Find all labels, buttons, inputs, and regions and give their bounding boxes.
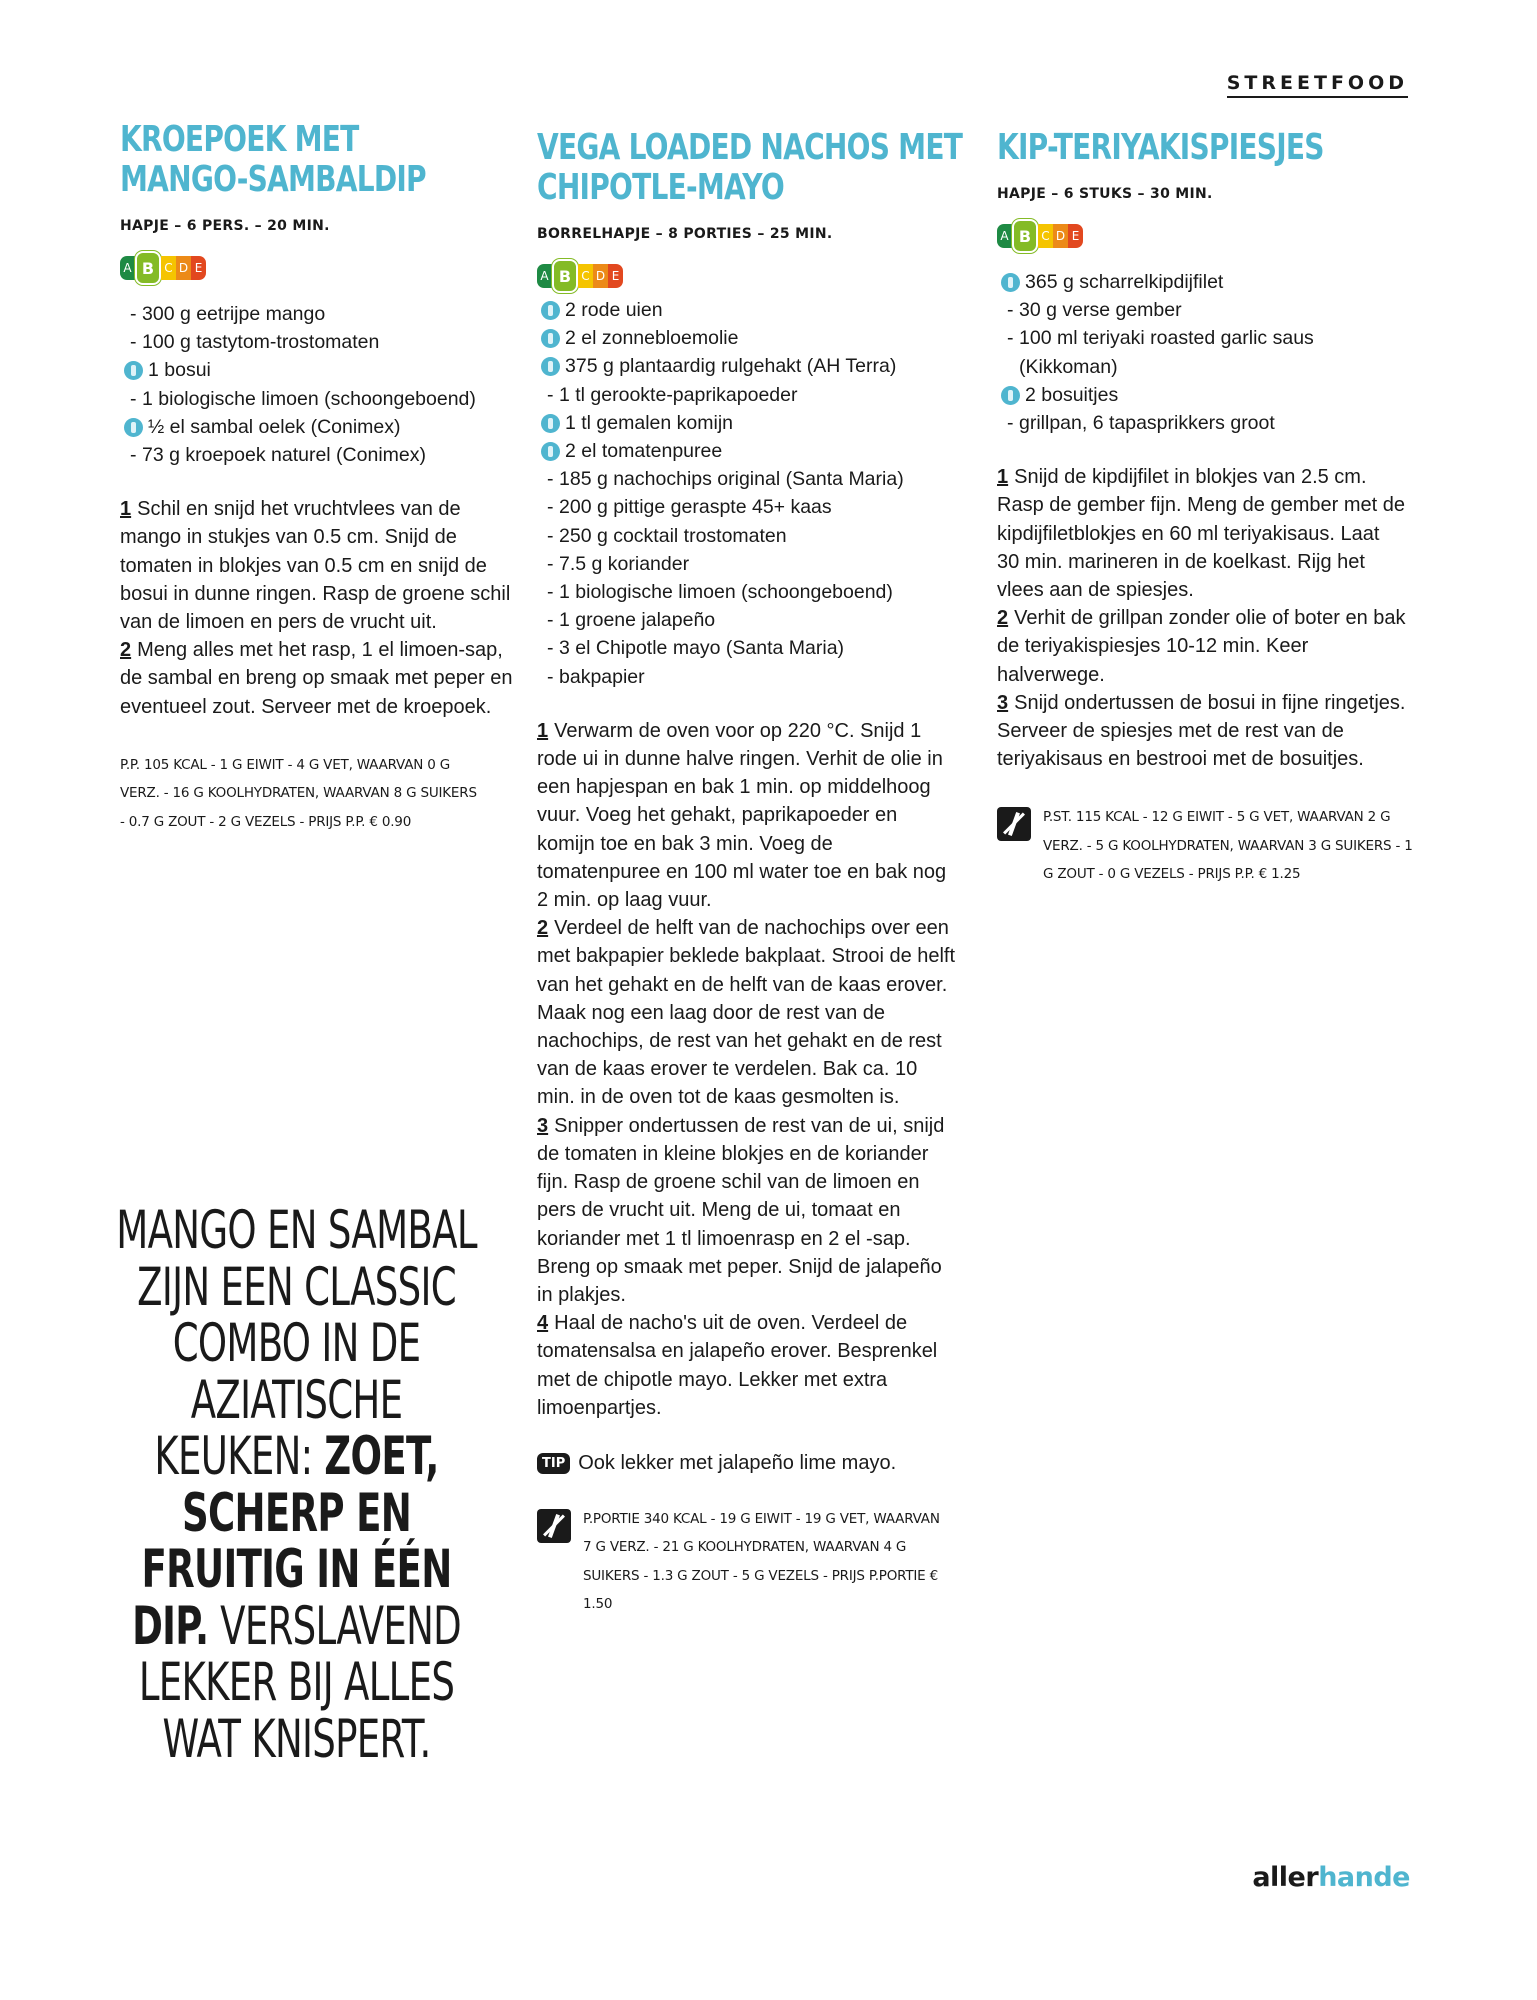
- nutri-a: A: [120, 256, 135, 280]
- ingredient-list: [120, 300, 525, 469]
- nutri-score-badge: [997, 222, 1417, 250]
- nutri-b: B: [552, 259, 578, 293]
- step-text: Schil en snijd het vruchtvlees van de mango in stukjes van 0.5 cm. Snijd de tomaten in blokjes van 0.5 cm en snijd de bosui in dunne ringen. Rasp de groene schil van de limoen en pers de vrucht uit.: [120, 498, 511, 634]
- ingredient-text: 1 tl gemalen komijn: [565, 411, 733, 434]
- ingredient-text: 30 g verse gember: [1019, 299, 1182, 322]
- ah-brand-icon: [541, 442, 560, 461]
- ingredient-text: 2 rode uien: [565, 299, 663, 321]
- recipe-step: [997, 463, 1407, 604]
- nutri-d: D: [593, 264, 608, 288]
- ingredient-text: 200 g pittige geraspte 45+ kaas: [559, 496, 832, 519]
- ingredient-item: [537, 324, 957, 352]
- recipe-step: [120, 636, 525, 721]
- nutri-c: C: [161, 256, 176, 280]
- ingredient-text: 185 g nachochips original (Santa Maria): [559, 468, 904, 491]
- ingredient-item: [537, 550, 957, 578]
- quote-bold: ZOET, SCHERP EN FRUITIG IN ÉÉN DIP.: [132, 1426, 453, 1657]
- quote-light: VERSLAVEND LEKKER BIJ ALLES WAT KNISPERT.: [139, 1595, 462, 1770]
- step-text: Verdeel de helft van de nachochips over een met bakpapier beklede bakplaat. Strooi de helft van het gehakt en de helft van de kaas erover. Maak nog een laag door de rest van de nachochips, de rest van het gehakt en de rest van de kaas erover te verdelen. Bak ca. 10 min. in de oven tot de kaas gesmolten is.: [537, 917, 956, 1109]
- recipe-title: [537, 128, 963, 208]
- ingredient-text: 1 groene jalapeño: [559, 609, 716, 632]
- ingredient-item: [537, 409, 957, 437]
- ingredient-text: 375 g plantaardig rulgehakt (AH Terra): [565, 355, 897, 378]
- brand-part: hande: [1318, 1862, 1410, 1893]
- step-number: 2: [997, 607, 1009, 630]
- step-number: 1: [997, 466, 1009, 489]
- quote-light: MANGO EN SAMBAL ZIJN EEN CLASSIC COMBO IN DE AZIATISCHE KEUKEN:: [116, 1200, 478, 1487]
- ingredient-item: [997, 381, 1377, 409]
- recipe-meta: BORRELHAPJE – 8 PORTIES – 25 MIN.: [537, 226, 833, 242]
- ingredient-text: 100 g tastytom-trostomaten: [142, 331, 380, 354]
- nutri-e: E: [608, 264, 623, 288]
- ingredient-text: 1 biologische limoen (schoongeboend): [559, 581, 893, 604]
- step-number: 3: [997, 691, 1009, 714]
- recipe-meta: HAPJE – 6 PERS. – 20 MIN.: [120, 218, 330, 234]
- ingredient-text: 1 biologische limoen (schoongeboend): [142, 387, 476, 410]
- ingredient-text: 1 tl gerookte-paprikapoeder: [559, 383, 798, 406]
- recipe-steps: [997, 463, 1407, 773]
- nutri-b: B: [1012, 219, 1038, 253]
- ah-brand-icon: [541, 414, 560, 433]
- title-line: MANGO-SAMBALDIP: [120, 159, 426, 200]
- gluten-free-icon: [537, 1509, 571, 1543]
- recipe-step: [997, 689, 1407, 774]
- ingredient-text: grillpan, 6 tapasprikkers groot: [1019, 412, 1275, 435]
- ah-brand-icon: [124, 418, 143, 437]
- step-text: Verwarm de oven voor op 220 °C. Snijd 1 rode ui in dunne halve ringen. Verhit de olie in een hapjespan en bak 1 min. op middelhoog vuur. Voeg het gehakt, paprikapoeder en komijn toe en bak 3 min. Voeg de tomatenpuree en 100 ml water toe en bak nog 2 min. op laag vuur.: [537, 719, 947, 912]
- step-text: Snijd de kipdijfilet in blokjes van 2.5 cm. Rasp de gember fijn. Meng de gember met de kipdijfiletblokjes en 60 ml teriyakisaus. Laat 30 min. marineren in de koelkast. Rijg het vlees aan de spiesjes.: [997, 466, 1405, 602]
- ingredient-item: [120, 385, 525, 413]
- nutri-c: C: [1038, 224, 1053, 248]
- nutri-c: C: [578, 264, 593, 288]
- step-text: Snijd ondertussen de bosui in fijne ringetjes. Serveer de spiesjes met de rest van de teriyakisaus en bestrooi met de bosuitjes.: [997, 691, 1406, 771]
- recipe-step: [997, 604, 1407, 689]
- nutri-e: E: [1068, 224, 1083, 248]
- ingredient-item: [537, 634, 957, 662]
- recipe-steps: [120, 495, 525, 721]
- recipe-title: [997, 128, 1423, 168]
- ah-brand-icon: [124, 361, 143, 380]
- step-text: Meng alles met het rasp, 1 el limoen-sap, de sambal en breng op smaak met peper en eventueel zout. Serveer met de kroepoek.: [120, 639, 513, 718]
- ingredient-text: 100 ml teriyaki roasted garlic saus (Kikkoman): [1019, 327, 1314, 378]
- section-tag: STREETFOOD: [1227, 72, 1408, 98]
- nutrition-box: [997, 803, 1417, 889]
- nutrition-info: P.PORTIE 340 KCAL - 19 G EIWIT - 19 G VET, WAARVAN 7 G VERZ. - 21 G KOOLHYDRATEN, WAARVAN 4 G SUIKERS - 1.3 G ZOUT - 5 G VEZELS - PRIJS P.PORTIE € 1.50: [583, 1510, 940, 1613]
- ingredient-text: 1 bosui: [148, 359, 211, 382]
- ingredient-item: [120, 300, 525, 328]
- nutri-score-badge: [120, 254, 525, 282]
- recipe-nachos: [537, 127, 963, 1619]
- title-line: CHIPOTLE-MAYO: [537, 167, 784, 208]
- recipe-kroepoek: [120, 120, 525, 836]
- nutri-b: B: [135, 251, 161, 285]
- title-line: KROEPOEK MET: [120, 119, 359, 160]
- tip-box: [537, 1452, 957, 1475]
- ingredient-list: [537, 296, 957, 691]
- recipe-title: [120, 120, 531, 200]
- ingredient-item: [120, 413, 525, 441]
- pull-quote: [112, 1200, 482, 1770]
- step-number: 3: [537, 1114, 549, 1137]
- step-text: Verhit de grillpan zonder olie of boter en bak de teriyakispiesjes 10-12 min. Keer halverwege.: [997, 607, 1406, 686]
- title-line: VEGA LOADED NACHOS MET: [537, 127, 963, 168]
- nutri-e: E: [191, 256, 206, 280]
- nutrition-info: P.ST. 115 KCAL - 12 G EIWIT - 5 G VET, WAARVAN 2 G VERZ. - 5 G KOOLHYDRATEN, WAARVAN 3 G SUIKERS - 1 G ZOUT - 0 G VEZELS - PRIJS P.P. € 1.25: [1043, 809, 1413, 883]
- recipe-steps: [537, 717, 957, 1422]
- ah-brand-icon: [1001, 273, 1020, 292]
- ingredient-item: [537, 493, 957, 521]
- ingredient-item: [997, 268, 1377, 296]
- ingredient-text: 2 bosuitjes: [1025, 383, 1119, 406]
- ah-brand-icon: [541, 301, 560, 320]
- step-number: 2: [120, 639, 132, 662]
- ingredient-text: 250 g cocktail trostomaten: [559, 524, 787, 547]
- recipe-step: [537, 1309, 957, 1422]
- recipe-step: [537, 914, 957, 1111]
- recipe-step: [537, 717, 957, 914]
- title-line: KIP-TERIYAKISPIESJES: [997, 127, 1324, 168]
- ingredient-item: [537, 296, 957, 324]
- step-number: 1: [537, 719, 549, 742]
- nutri-score-badge: [537, 262, 957, 290]
- brand-part: aller: [1252, 1862, 1319, 1893]
- gluten-free-icon: [997, 807, 1031, 841]
- ingredient-text: 73 g kroepoek naturel (Conimex): [142, 444, 426, 467]
- step-number: 1: [120, 498, 132, 521]
- ingredient-item: [120, 441, 525, 469]
- step-text: Haal de nacho's uit de oven. Verdeel de tomatensalsa en jalapeño erover. Besprenkel met de chipotle mayo. Lekker met extra limoenpartjes.: [537, 1312, 938, 1419]
- tip-badge: TIP: [537, 1453, 570, 1474]
- ah-brand-icon: [541, 357, 560, 376]
- ingredient-item: [537, 465, 957, 493]
- ingredient-item: [537, 352, 957, 380]
- ingredient-item: [997, 409, 1377, 437]
- ingredient-item: [997, 296, 1377, 324]
- ingredient-item: [537, 522, 957, 550]
- recipe-step: [537, 1112, 957, 1309]
- brand-logo: [1252, 1862, 1410, 1893]
- ingredient-text: 3 el Chipotle mayo (Santa Maria): [559, 637, 845, 660]
- ingredient-text: 7.5 g koriander: [559, 552, 690, 575]
- recipe-step: [120, 495, 525, 636]
- nutri-a: A: [537, 264, 552, 288]
- ah-brand-icon: [541, 329, 560, 348]
- nutri-d: D: [176, 256, 191, 280]
- step-number: 4: [537, 1312, 549, 1335]
- ingredient-item: [537, 663, 957, 691]
- ingredient-text: ½ el sambal oelek (Conimex): [148, 415, 401, 438]
- nutrition-box: [537, 1505, 957, 1619]
- step-text: Snipper ondertussen de rest van de ui, snijd de tomaten in kleine blokjes en de koriander fijn. Rasp de groene schil van de limoen en pers de vrucht uit. Meng de ui, tomaat en koriander met 1 tl limoenrasp en 2 el -sap. Breng op smaak met peper. Snijd de jalapeño in plakjes.: [537, 1114, 945, 1306]
- ingredient-item: [120, 328, 525, 356]
- ingredient-item: [537, 606, 957, 634]
- step-number: 2: [537, 917, 549, 940]
- ingredient-text: 365 g scharrelkipdijfilet: [1025, 271, 1224, 293]
- ingredient-list: [997, 268, 1377, 437]
- ingredient-text: 2 el zonnebloemolie: [565, 327, 739, 350]
- ingredient-item: [537, 437, 957, 465]
- ingredient-item: [120, 356, 525, 384]
- nutri-a: A: [997, 224, 1012, 248]
- ingredient-text: 2 el tomatenpuree: [565, 440, 723, 463]
- ingredient-text: 300 g eetrijpe mango: [142, 303, 326, 325]
- ah-brand-icon: [1001, 386, 1020, 405]
- ingredient-item: [537, 381, 957, 409]
- recipe-meta: HAPJE – 6 STUKS – 30 MIN.: [997, 186, 1213, 202]
- tip-text: Ook lekker met jalapeño lime mayo.: [578, 1451, 897, 1474]
- ingredient-item: [537, 578, 957, 606]
- nutrition-info: P.P. 105 KCAL - 1 G EIWIT - 4 G VET, WAARVAN 0 G VERZ. - 16 G KOOLHYDRATEN, WAARVAN 8 G SUIKERS - 0.7 G ZOUT - 2 G VEZELS - PRIJS P.P. € 0.90: [120, 756, 477, 830]
- recipe-teriyaki: [997, 128, 1417, 889]
- ingredient-text: bakpapier: [559, 665, 645, 688]
- ingredient-item: [997, 324, 1377, 380]
- nutri-d: D: [1053, 224, 1068, 248]
